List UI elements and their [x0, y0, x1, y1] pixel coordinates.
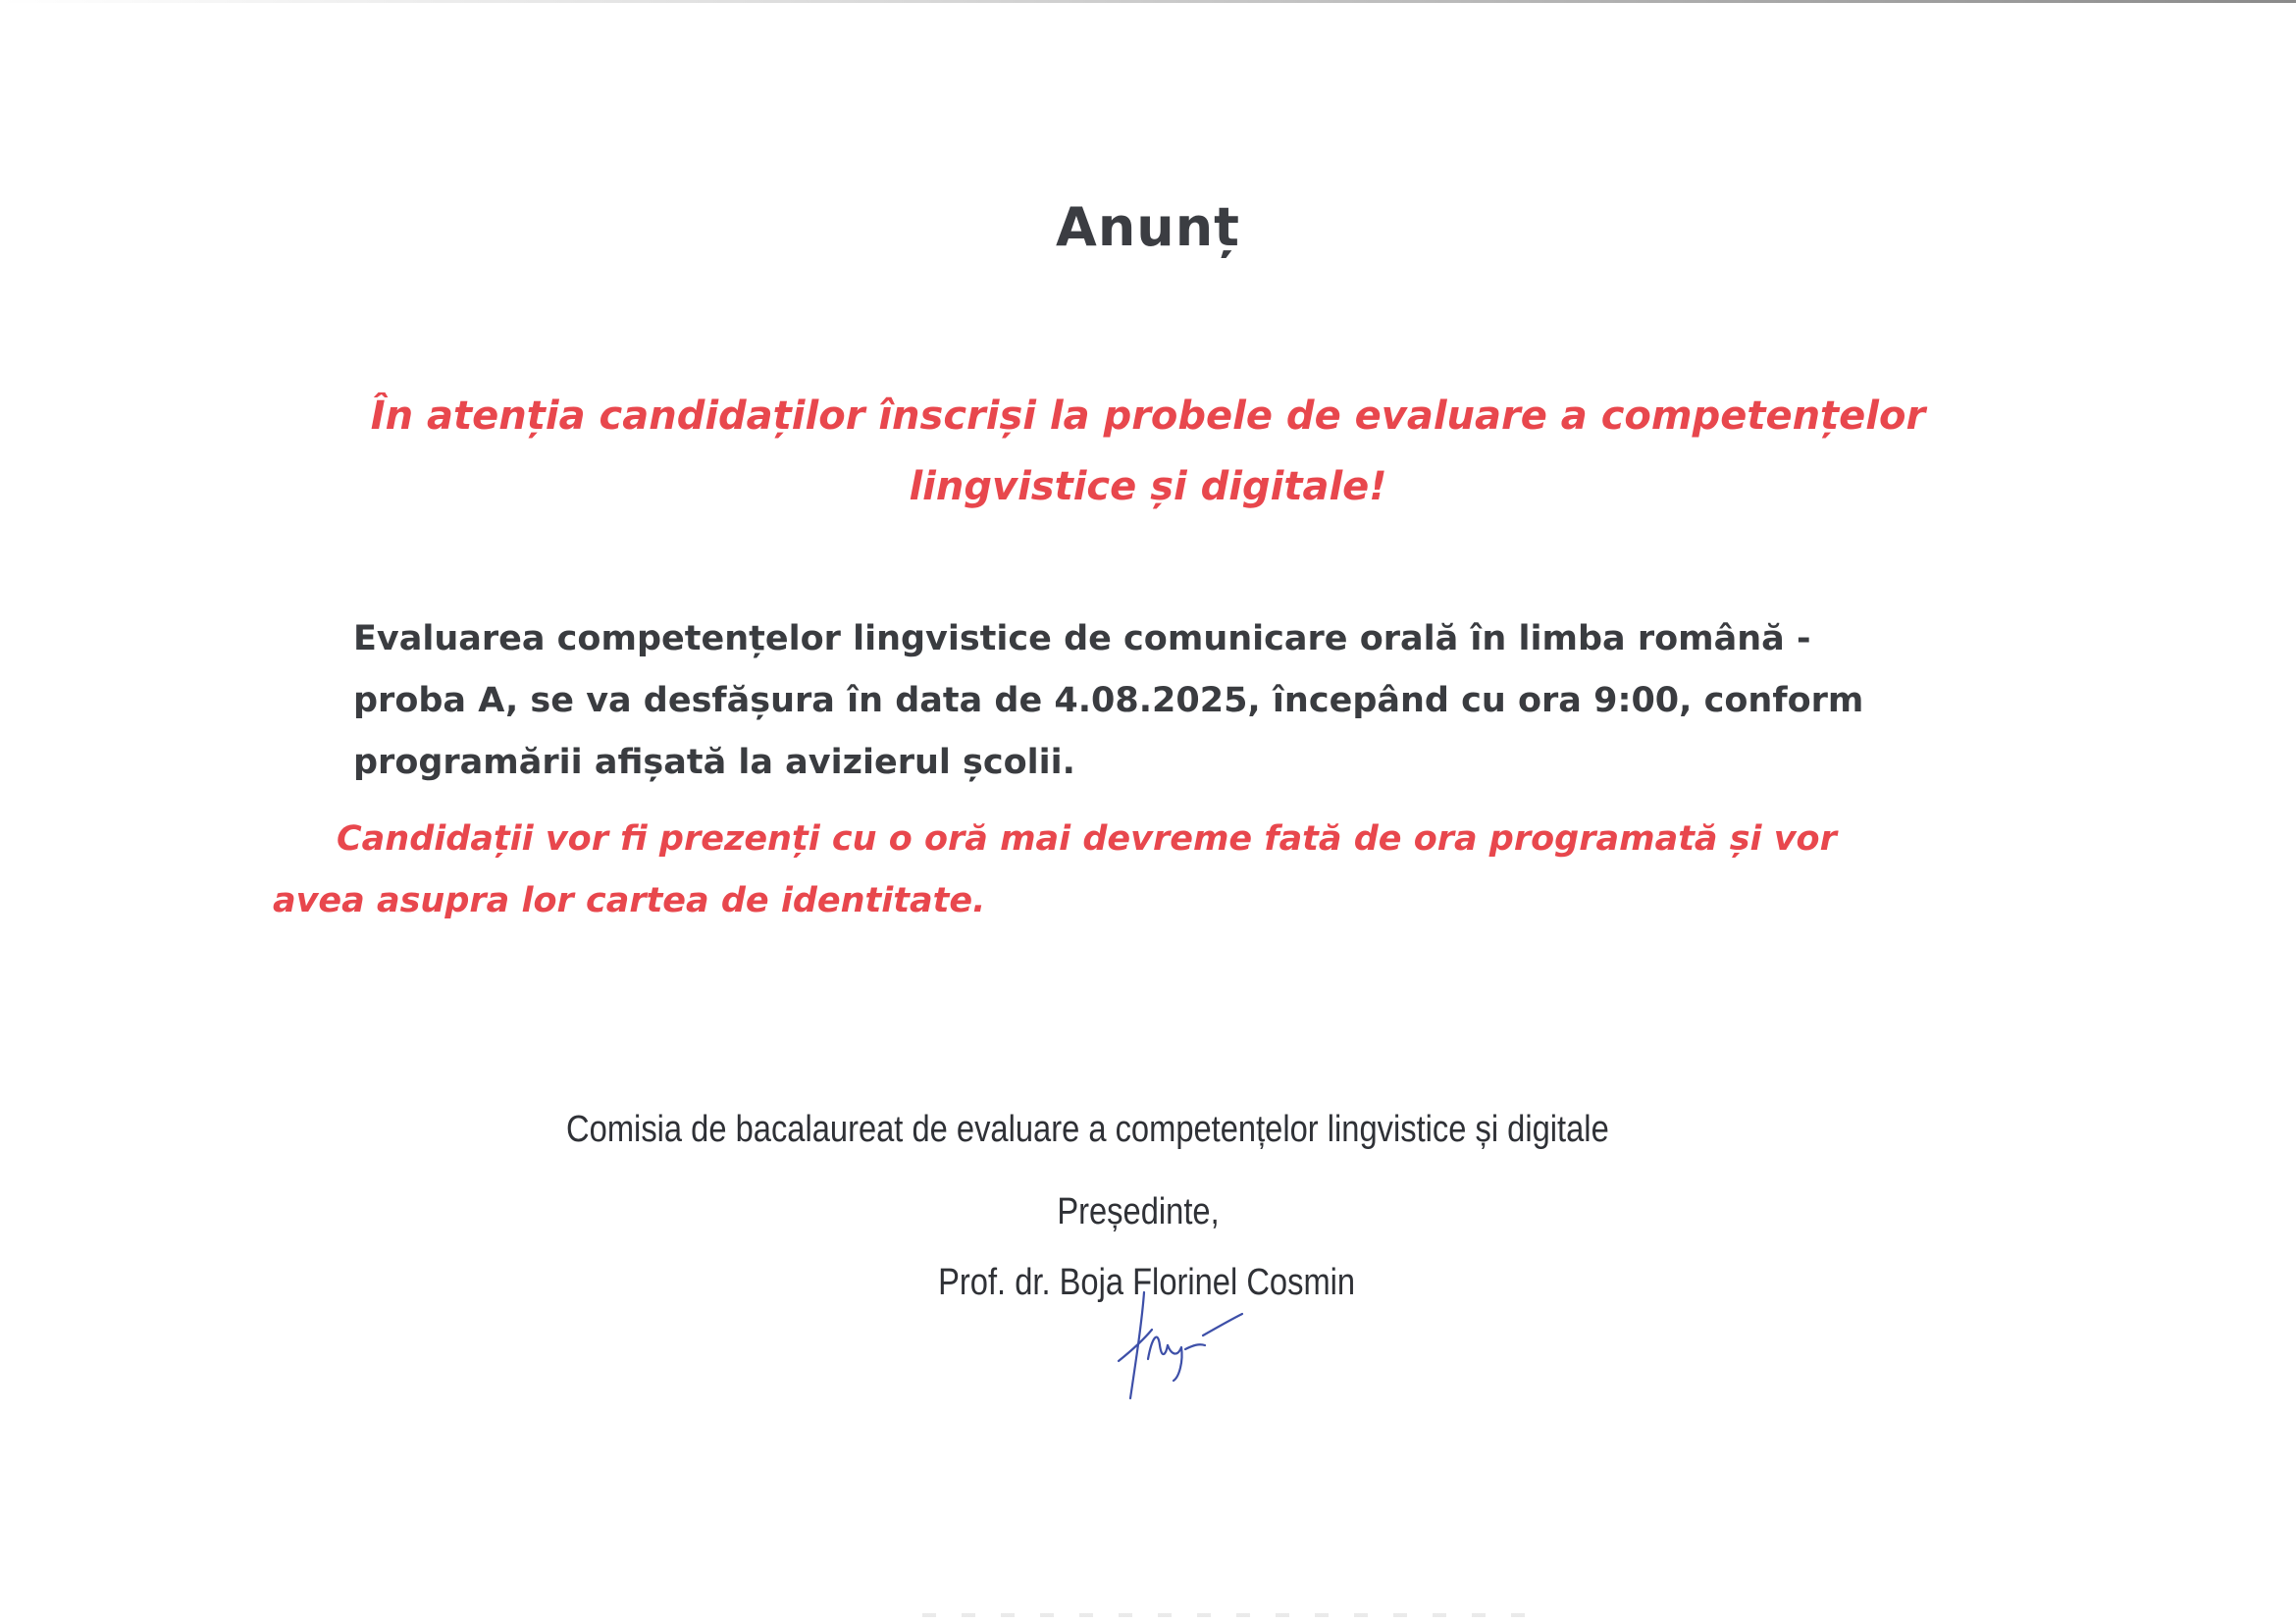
attention-notice	[245, 381, 2051, 522]
president-title: Președinte,	[1057, 1191, 1220, 1232]
attention-notice-line-2: lingvistice și digitale!	[909, 464, 1387, 509]
candidate-warning	[273, 809, 1970, 932]
president-name: Prof. dr. Boja Florinel Cosmin	[938, 1262, 1356, 1303]
scan-artifact	[922, 1613, 1531, 1617]
candidate-warning-line-2: avea asupra lor cartea de identitate.	[273, 881, 986, 920]
page-title: Anunț	[1056, 196, 1240, 258]
announcement-body-line-1: Evaluarea competențelor lingvistice de comunicare orală în limba română -	[353, 619, 1811, 658]
candidate-warning-line-1: Candidații vor fi prezenți cu o oră mai devreme fată de ora programată și vor	[337, 819, 1837, 859]
announcement-body-line-2: proba A, se va desfășura în data de 4.08.2025, începând cu ora 9:00, conform	[353, 681, 1864, 720]
handwritten-signature	[1109, 1290, 1246, 1403]
announcement-body	[343, 608, 1953, 794]
attention-notice-line-1: În atenția candidaților înscriși la probele de evaluare a competențelor	[370, 393, 1926, 439]
announcement-body-line-3: programării afișată la avizierul școlii.	[353, 743, 1075, 782]
scan-edge	[0, 0, 2296, 3]
commission-name: Comisia de bacalaureat de evaluare a competențelor lingvistice și digitale	[566, 1109, 1609, 1150]
